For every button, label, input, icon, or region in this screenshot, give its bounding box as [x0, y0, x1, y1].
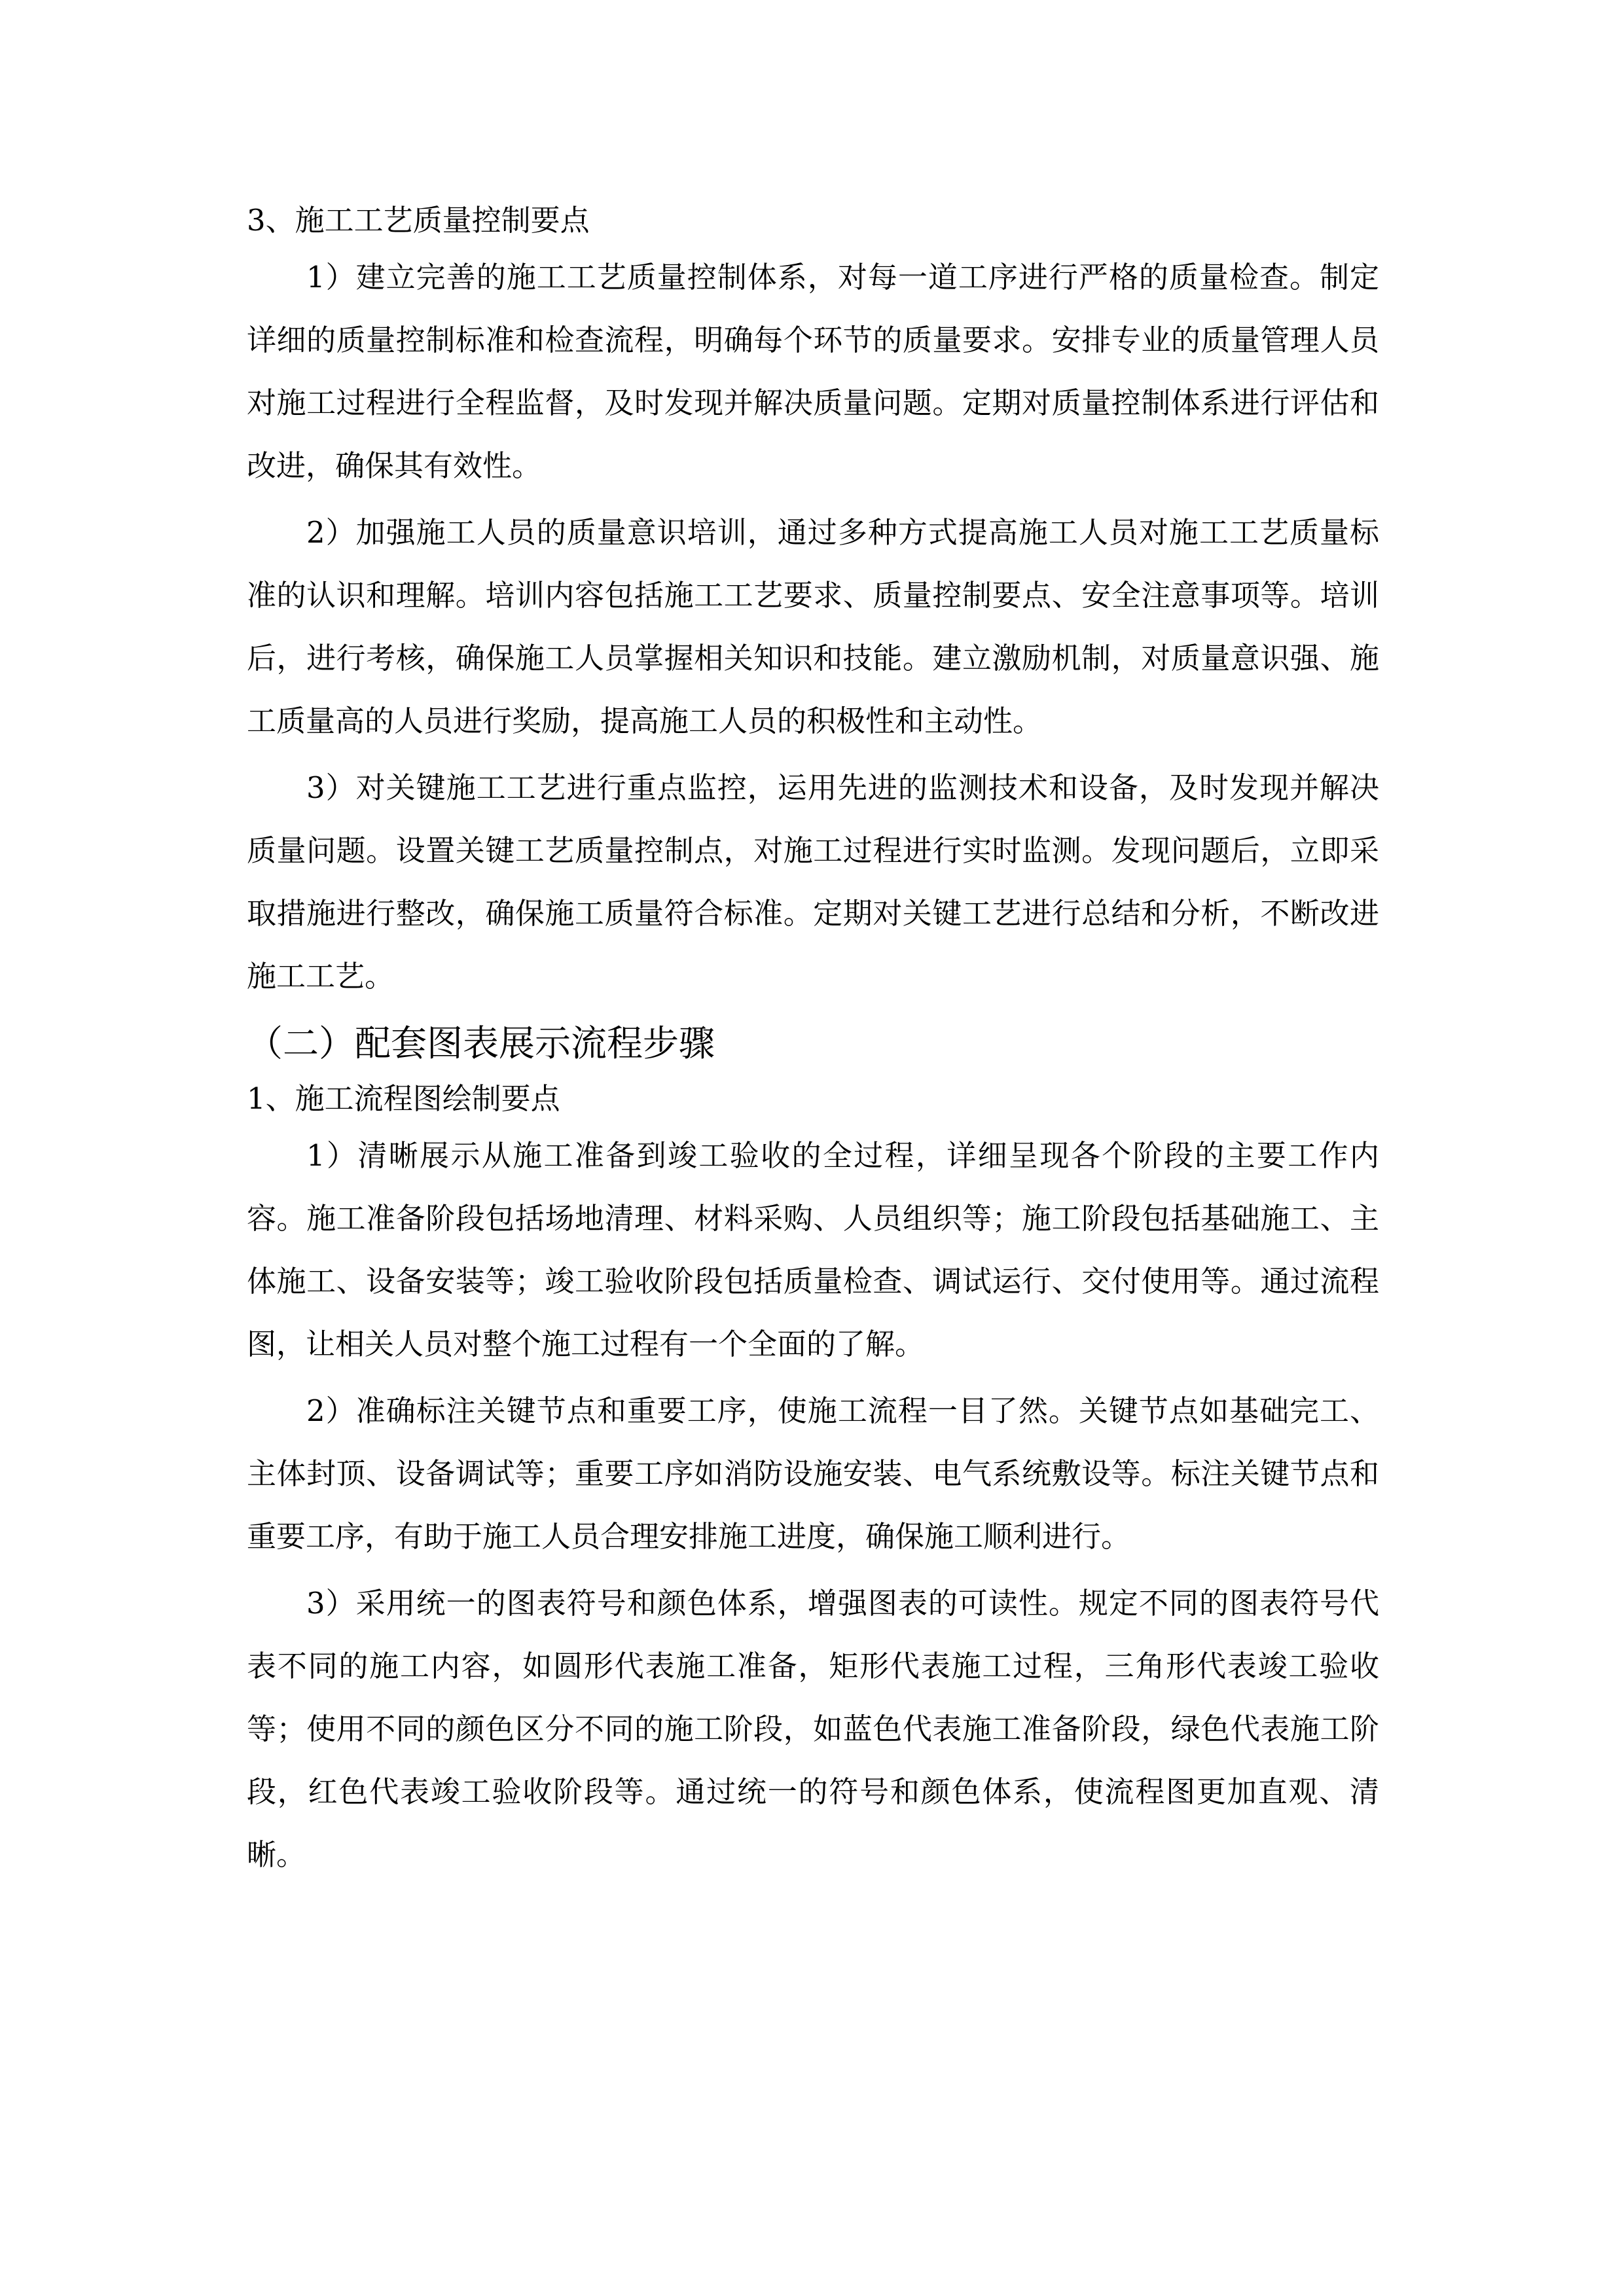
- section-1-paragraph-2: 2）准确标注关键节点和重要工序，使施工流程一目了然。关键节点如基础完工、主体封顶、设备调试等；重要工序如消防设施安装、电气系统敷设等。标注关键节点和重要工序，有助于施工人员合理安排施工进度，确保施工顺利进行。: [247, 1393, 1379, 1554]
- section-3-paragraph-1: 1）建立完善的施工工艺质量控制体系，对每一道工序进行严格的质量检查。制定详细的质量控制标准和检查流程，明确每个环节的质量要求。安排专业的质量管理人员对施工过程进行全程监督，及时发现并解决质量问题。定期对质量控制体系进行评估和改进，确保其有效性。: [247, 260, 1379, 483]
- section-1-paragraph-1: 1）清晰展示从施工准备到竣工验收的全过程，详细呈现各个阶段的主要工作内容。施工准备阶段包括场地清理、材料采购、人员组织等；施工阶段包括基础施工、主体施工、设备安装等；竣工验收阶段包括质量检查、调试运行、交付使用等。通过流程图，让相关人员对整个施工过程有一个全面的了解。: [247, 1138, 1379, 1361]
- document-body: [247, 195, 1379, 1890]
- section-1-paragraph-3: 3）采用统一的图表符号和颜色体系，增强图表的可读性。规定不同的图表符号代表不同的施工内容，如圆形代表施工准备，矩形代表施工过程，三角形代表竣工验收等；使用不同的颜色区分不同的施工阶段，如蓝色代表施工准备阶段，绿色代表施工阶段，红色代表竣工验收阶段等。通过统一的符号和颜色体系，使流程图更加直观、清晰。: [247, 1586, 1379, 1872]
- section-3-paragraph-2: 2）加强施工人员的质量意识培训，通过多种方式提高施工人员对施工工艺质量标准的认识和理解。培训内容包括施工工艺要求、质量控制要点、安全注意事项等。培训后，进行考核，确保施工人员掌握相关知识和技能。建立激励机制，对质量意识强、施工质量高的人员进行奖励，提高施工人员的积极性和主动性。: [247, 515, 1379, 738]
- section-3-heading: 3、施工工艺质量控制要点: [247, 203, 590, 238]
- section-two-heading: （二）配套图表展示流程步骤: [247, 1022, 715, 1064]
- section-3-paragraph-3: 3）对关键施工工艺进行重点监控，运用先进的监测技术和设备，及时发现并解决质量问题。设置关键工艺质量控制点，对施工过程进行实时监测。发现问题后，立即采取措施进行整改，确保施工质量符合标准。定期对关键工艺进行总结和分析，不断改进施工工艺。: [247, 770, 1379, 994]
- section-1-heading: 1、施工流程图绘制要点: [247, 1081, 560, 1116]
